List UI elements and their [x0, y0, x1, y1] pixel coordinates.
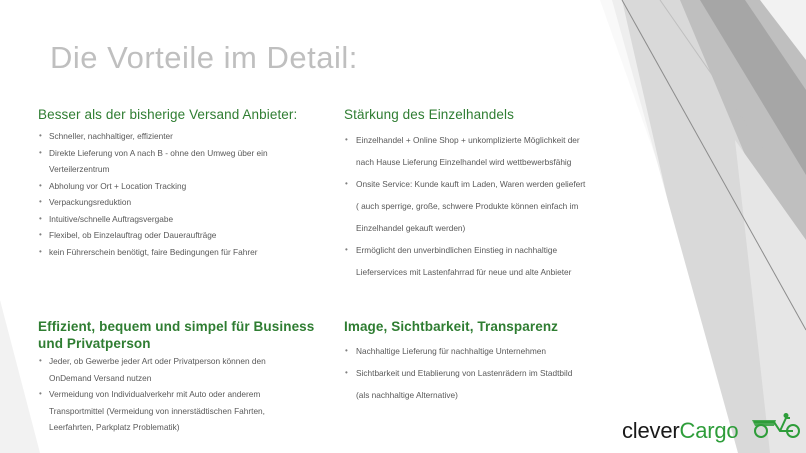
list-item: (als nachhaltige Alternative) — [356, 390, 458, 400]
section-efficient — [38, 318, 338, 436]
list-item: • Direkte Lieferung von A nach B - ohne den Umweg über ein — [38, 145, 338, 162]
list-item: Einzelhandel gekauft werden) — [356, 223, 466, 233]
bullet-list — [344, 340, 644, 406]
logo-text-cargo: Cargo — [679, 418, 739, 443]
list-item: • Ermöglicht den unverbindlichen Einstieg in nachhaltige — [344, 239, 644, 261]
list-item: OnDemand Versand nutzen — [49, 372, 152, 383]
clevercargo-logo — [622, 418, 738, 450]
list-item: • Onsite Service: Kunde kauft im Laden, Waren werden geliefert — [344, 173, 644, 195]
list-item: • Abholung vor Ort + Location Tracking — [38, 178, 338, 195]
logo-text-clever: clever — [622, 418, 680, 443]
list-item: • Schneller, nachhaltiger, effizienter — [38, 128, 338, 145]
list-item: ( auch sperrige, große, schwere Produkte können einfach im — [356, 201, 579, 211]
section-heading: Stärkung des Einzelhandels — [344, 107, 514, 122]
list-item: nach Hause Lieferung Einzelhandel wird wettbewerbsfähig — [356, 157, 572, 167]
list-item: • Vermeidung von Individualverkehr mit Auto oder anderem — [38, 386, 338, 403]
list-item: Leerfahrten, Parkplatz Problematik) — [49, 422, 180, 432]
list-item: • Nachhaltige Lieferung für nachhaltige Unternehmen — [344, 340, 644, 362]
section-better-shipping — [38, 106, 338, 260]
section-heading: Besser als der bisherige Versand Anbieter: — [38, 107, 298, 122]
bullet-list — [38, 353, 338, 436]
section-heading: Image, Sichtbarkeit, Transparenz — [344, 319, 559, 334]
list-item: Verteilerzentrum — [49, 164, 110, 174]
list-item: • Einzelhandel + Online Shop + unkomplizierte Möglichkeit der — [344, 129, 644, 151]
list-item: • Flexibel, ob Einzelauftrag oder Daueraufträge — [38, 227, 338, 244]
list-item: • Intuitive/schnelle Auftragsvergabe — [38, 211, 338, 228]
list-item: Lieferservices mit Lastenfahrrad für neue und alte Anbieter — [356, 267, 572, 277]
list-item: • Sichtbarkeit und Etablierung von Lastenrädern im Stadtbild — [344, 362, 644, 384]
bullet-list — [344, 129, 644, 283]
list-item: Transportmittel (Vermeidung von innerstädtischen Fahrten, — [49, 405, 265, 416]
section-retail — [344, 106, 644, 283]
bullet-list — [38, 128, 338, 260]
slide-title: Die Vorteile im Detail: — [50, 40, 358, 75]
list-item: • Jeder, ob Gewerbe jeder Art oder Privatperson können den — [38, 353, 338, 370]
section-image — [344, 318, 644, 406]
list-item: • kein Führerschein benötigt, faire Bedingungen für Fahrer — [38, 244, 338, 261]
section-heading: Effizient, bequem und simpel für Business und Privatperson — [38, 319, 315, 351]
list-item: • Verpackungsreduktion — [38, 194, 338, 211]
cargo-bike-icon — [750, 412, 802, 438]
